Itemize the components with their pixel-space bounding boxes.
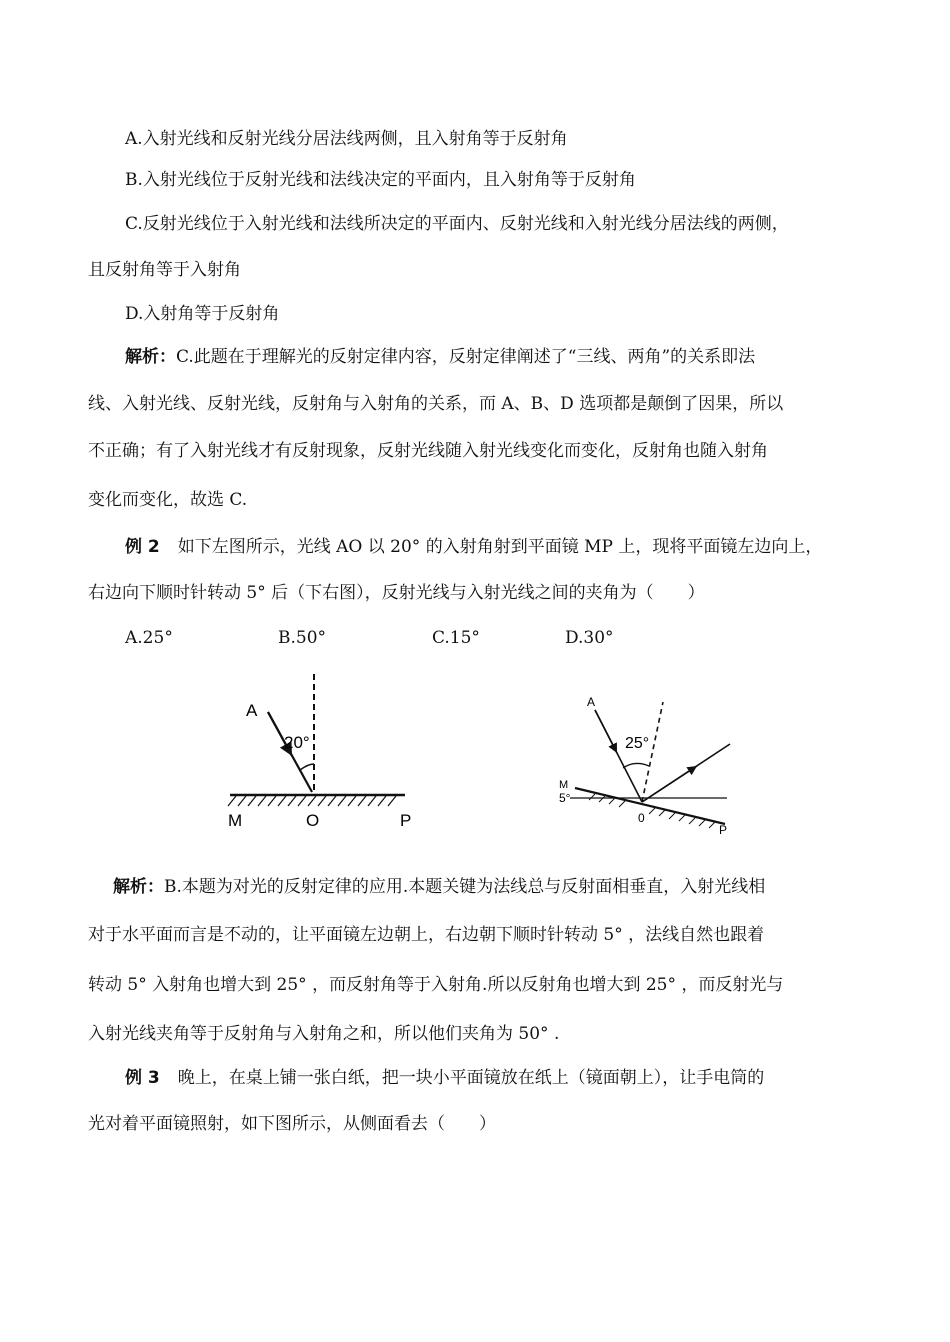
tilt-label: 5° bbox=[559, 791, 571, 805]
mirror-hatching bbox=[228, 796, 396, 806]
analysis2-line1 bbox=[113, 875, 765, 899]
option-c-line2: 且反射角等于入射角 bbox=[88, 260, 241, 280]
example2-option-d: D.30° bbox=[565, 628, 614, 648]
angle-label: 25° bbox=[625, 735, 650, 752]
label-m: M bbox=[228, 811, 243, 830]
analysis1-line3: 不正确；有了入射光线才有反射现象，反射光线随入射光线变化而变化，反射角也随入射角 bbox=[88, 441, 768, 461]
label-p: P bbox=[719, 823, 728, 837]
angle-arc bbox=[623, 763, 649, 768]
option-a: A.入射光线和反射光线分居法线两侧，且入射角等于反射角 bbox=[125, 129, 568, 149]
example2-text1: 如下左图所示，光线 AO 以 20° 的入射角射到平面镜 MP 上，现将平面镜左边向上， bbox=[177, 537, 823, 557]
label-o: 0 bbox=[638, 811, 645, 825]
example2-label: 例 2 bbox=[125, 537, 160, 557]
label-m: M bbox=[559, 779, 569, 791]
example2-option-c: C.15° bbox=[432, 628, 480, 648]
analysis2-label: 解析： bbox=[113, 877, 164, 897]
tilted-mirror bbox=[575, 788, 725, 824]
example3-text1: 晚上，在桌上铺一张白纸，把一块小平面镜放在纸上（镜面朝上），让手电筒的 bbox=[177, 1068, 765, 1088]
example2-line2: 右边向下顺时针转动 5° 后（下右图），反射光线与入射光线之间的夹角为（ ） bbox=[88, 583, 705, 603]
label-o: O bbox=[306, 811, 320, 830]
analysis1-line2: 线、入射光线、反射光线，反射角与入射角的关系，而 A、B、D 选项都是颠倒了因果，所以 bbox=[88, 394, 784, 414]
analysis2-line3: 转动 5° 入射角也增大到 25° ，而反射角等于入射角.所以反射角也增大到 25° ，而反射光与 bbox=[88, 975, 784, 995]
mirror-hatching bbox=[589, 794, 715, 828]
angle-label: 20° bbox=[284, 733, 310, 752]
example2-option-a: A.25° bbox=[125, 628, 173, 648]
analysis2-line2: 对于水平面而言是不动的，让平面镜左边朝上，右边朝下顺时针转动 5° ，法线自然也跟着 bbox=[88, 925, 765, 945]
example2-option-b: B.50° bbox=[278, 628, 327, 648]
angle-arc bbox=[300, 764, 314, 770]
analysis1-line1 bbox=[125, 345, 755, 369]
option-c-line1: C.反射光线位于入射光线和法线所决定的平面内、反射光线和入射光线分居法线的两侧， bbox=[125, 214, 789, 234]
figure-left-mirror bbox=[220, 668, 420, 838]
analysis1-line4: 变化而变化，故选 C. bbox=[88, 490, 248, 510]
analysis2-line4: 入射光线夹角等于反射角与入射角之和，所以他们夹角为 50° . bbox=[88, 1024, 560, 1044]
figure-right-mirror bbox=[555, 682, 745, 842]
option-b: B.入射光线位于反射光线和法线决定的平面内，且入射角等于反射角 bbox=[125, 170, 636, 190]
example2-line1 bbox=[125, 535, 822, 559]
example3-line2: 光对着平面镜照射，如下图所示，从侧面看去（ ） bbox=[88, 1114, 496, 1134]
label-a: A bbox=[587, 695, 596, 709]
option-d: D.入射角等于反射角 bbox=[125, 304, 280, 324]
example3-line1 bbox=[125, 1066, 764, 1090]
analysis2-text1: B.本题为对光的反射定律的应用.本题关键为法线总与反射面相垂直，入射光线相 bbox=[164, 877, 766, 897]
analysis-label: 解析： bbox=[125, 347, 176, 367]
label-a: A bbox=[246, 701, 258, 720]
label-p: P bbox=[400, 811, 412, 830]
example3-label: 例 3 bbox=[125, 1068, 160, 1088]
analysis1-text1: C.此题在于理解光的反射定律内容，反射定律阐述了“三线、两角”的关系即法 bbox=[176, 347, 756, 367]
normal-line bbox=[642, 702, 663, 802]
